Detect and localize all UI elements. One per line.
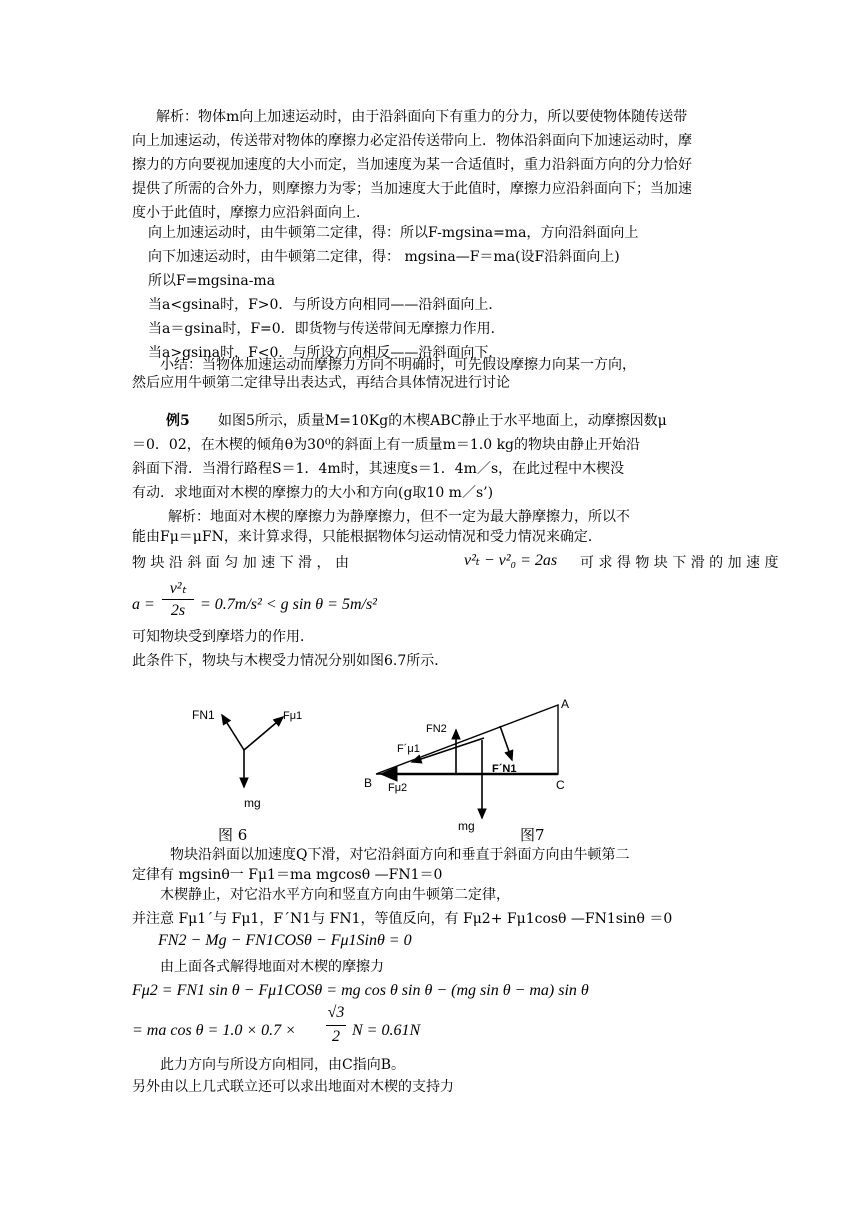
- example-text: ＝0．02，在木楔的倾角θ为30⁰的斜面上有一质量m＝1.0 kg的物块由静止开始沿: [132, 437, 641, 453]
- text-line: 可知物块受到摩塔力的作用．: [132, 629, 314, 645]
- text-line: 另外由以上几式联立还可以求出地面对木楔的支持力: [132, 1079, 454, 1095]
- accel-text: 物 块 沿 斜 面 匀 加 速 下 滑 ， 由: [132, 555, 349, 571]
- text-line: 木楔静止，对它沿水平方向和竖直方向由牛顿第二定律，: [160, 887, 510, 903]
- example-text: 有动．求地面对木楔的摩擦力的大小和方向(g取10 m／s’): [132, 485, 494, 501]
- text-line: 物块沿斜面以加速度Q下滑，对它沿斜面方向和垂直于斜面方向由牛顿第二: [170, 847, 630, 863]
- text-line: 由上面各式解得地面对木楔的摩擦力: [160, 959, 384, 975]
- fraction-denominator: 2s: [170, 602, 186, 619]
- fu2-label: Fμ2: [388, 782, 408, 794]
- fn1-reaction-label: F´N1: [492, 763, 517, 775]
- analysis-text: 解析：地面对木楔的摩擦力为静摩擦力，但不一定为最大静摩擦力，所以不: [168, 509, 630, 525]
- example-text: 如图5所示，质量M=10Kg的木楔ABC静止于水平地面上，动摩擦因数μ: [218, 413, 667, 429]
- text-line: 解析：物体m向上加速运动时，由于沿斜面向下有重力的分力，所以要使物体随传送带: [156, 109, 688, 125]
- equation-2: Fμ2 = FN1 sin θ − Fμ1COSθ = mg cos θ sin θ − (mg sin θ − ma) sin θ: [132, 982, 589, 999]
- mg-label: mg: [458, 819, 475, 833]
- fn1-arrow: [222, 715, 244, 750]
- summary-line: 然后应用牛顿第二定律导出表达式，再结合具体情况进行讨论: [132, 375, 510, 391]
- vertex-b: B: [364, 776, 373, 790]
- fu1-reaction-arrow: [412, 738, 484, 762]
- fu1-label: Fμ1: [283, 710, 303, 722]
- figure-7: [360, 690, 590, 840]
- fu1-arrow: [244, 717, 283, 750]
- fn2-label: FN2: [426, 723, 447, 735]
- text-line: 当a＝gsina时，F=0．即货物与传送带间无摩擦力作用．: [148, 321, 505, 337]
- equation-3-right: N = 0.61N: [352, 1022, 421, 1039]
- fn1-reaction-arrow: [500, 726, 512, 760]
- equation-3-left: = ma cos θ = 1.0 × 0.7 ×: [132, 1022, 296, 1039]
- fraction-bar: [162, 599, 194, 600]
- equation-3-bar: [326, 1025, 346, 1026]
- fn1-label: FN1: [192, 708, 215, 722]
- example-label: 例5: [166, 413, 190, 429]
- text-line: 当a>gsina时，F<0．与所设方向相反——沿斜面向下．: [148, 345, 503, 361]
- fu1-reaction-label: F´μ1: [397, 743, 420, 755]
- wedge-triangle: [376, 705, 558, 774]
- summary-line: 小结：当物体加速运动而摩擦力方向不明确时，可先假设摩擦力向某一方向，: [160, 357, 636, 373]
- text-line: 此条件下，物块与木楔受力情况分别如图6.7所示．: [132, 653, 449, 669]
- text-line: 所以F=mgsina-ma: [148, 273, 276, 289]
- text-line: 当a<gsina时，F>0．与所设方向相同——沿斜面向上．: [148, 297, 503, 313]
- text-line: 此力方向与所设方向相同，由C指向B。: [160, 1057, 405, 1073]
- figure-6: [180, 695, 330, 855]
- text-line: 提供了所需的合外力，则摩擦力为零；当加速度大于此值时，摩擦力应沿斜面向下；当加速: [132, 181, 692, 197]
- text-line: 并注意 Fμ1´与 Fμ1，F´N1与 FN1，等值反向，有 Fμ2+ Fμ1cosθ —FN1sinθ ＝0: [132, 911, 673, 927]
- accel-text-2: 可 求 得 物 块 下 滑 的 加 速 度: [580, 555, 779, 571]
- equation-3-denominator: 2: [332, 1028, 340, 1045]
- equation-1: FN2 − Mg − FN1COSθ − Fμ1Sinθ = 0: [158, 932, 412, 949]
- figure-7-caption: 图7: [520, 826, 545, 844]
- equation-3-numerator: √3: [327, 1004, 345, 1021]
- accel-result: = 0.7m/s² < g sin θ = 5m/s²: [200, 596, 377, 613]
- mg-label: mg: [244, 796, 261, 810]
- example-text: 斜面下滑．当滑行路程S＝1．4m时，其速度s＝1．4m／s，在此过程中木楔没: [132, 461, 625, 477]
- accel-symbol: a =: [132, 596, 155, 613]
- text-line: 擦力的方向要视加速度的大小而定，当加速度为某一合适值时，重力沿斜面方向的分力恰好: [132, 157, 692, 173]
- vertex-c: C: [556, 778, 565, 792]
- figure-6-caption: 图 6: [218, 826, 248, 844]
- analysis-text: 能由Fμ＝μFN，来计算求得，只能根据物体匀运动情况和受力情况来确定．: [132, 529, 602, 545]
- text-line: 定律有 mgsinθ一 Fμ1＝ma mgcosθ —FN1＝0: [132, 867, 443, 883]
- fraction-numerator: v²ₜ: [169, 580, 187, 597]
- vertex-a: A: [561, 697, 570, 711]
- text-line: 度小于此值时，摩擦力应沿斜面向上．: [132, 205, 370, 221]
- text-line: 向上加速运动时，由牛顿第二定律，得：所以F-mgsina=ma，方向沿斜面向上: [148, 225, 639, 241]
- accel-equation: v²ₜ − v²₀ = 2as: [464, 552, 558, 569]
- text-line: 向上加速运动，传送带对物体的摩擦力必定沿传送带向上．物体沿斜面向下加速运动时，摩: [132, 133, 692, 149]
- text-line: 向下加速运动时，由牛顿第二定律，得： mgsina—F＝ma(设F沿斜面向上): [148, 249, 620, 265]
